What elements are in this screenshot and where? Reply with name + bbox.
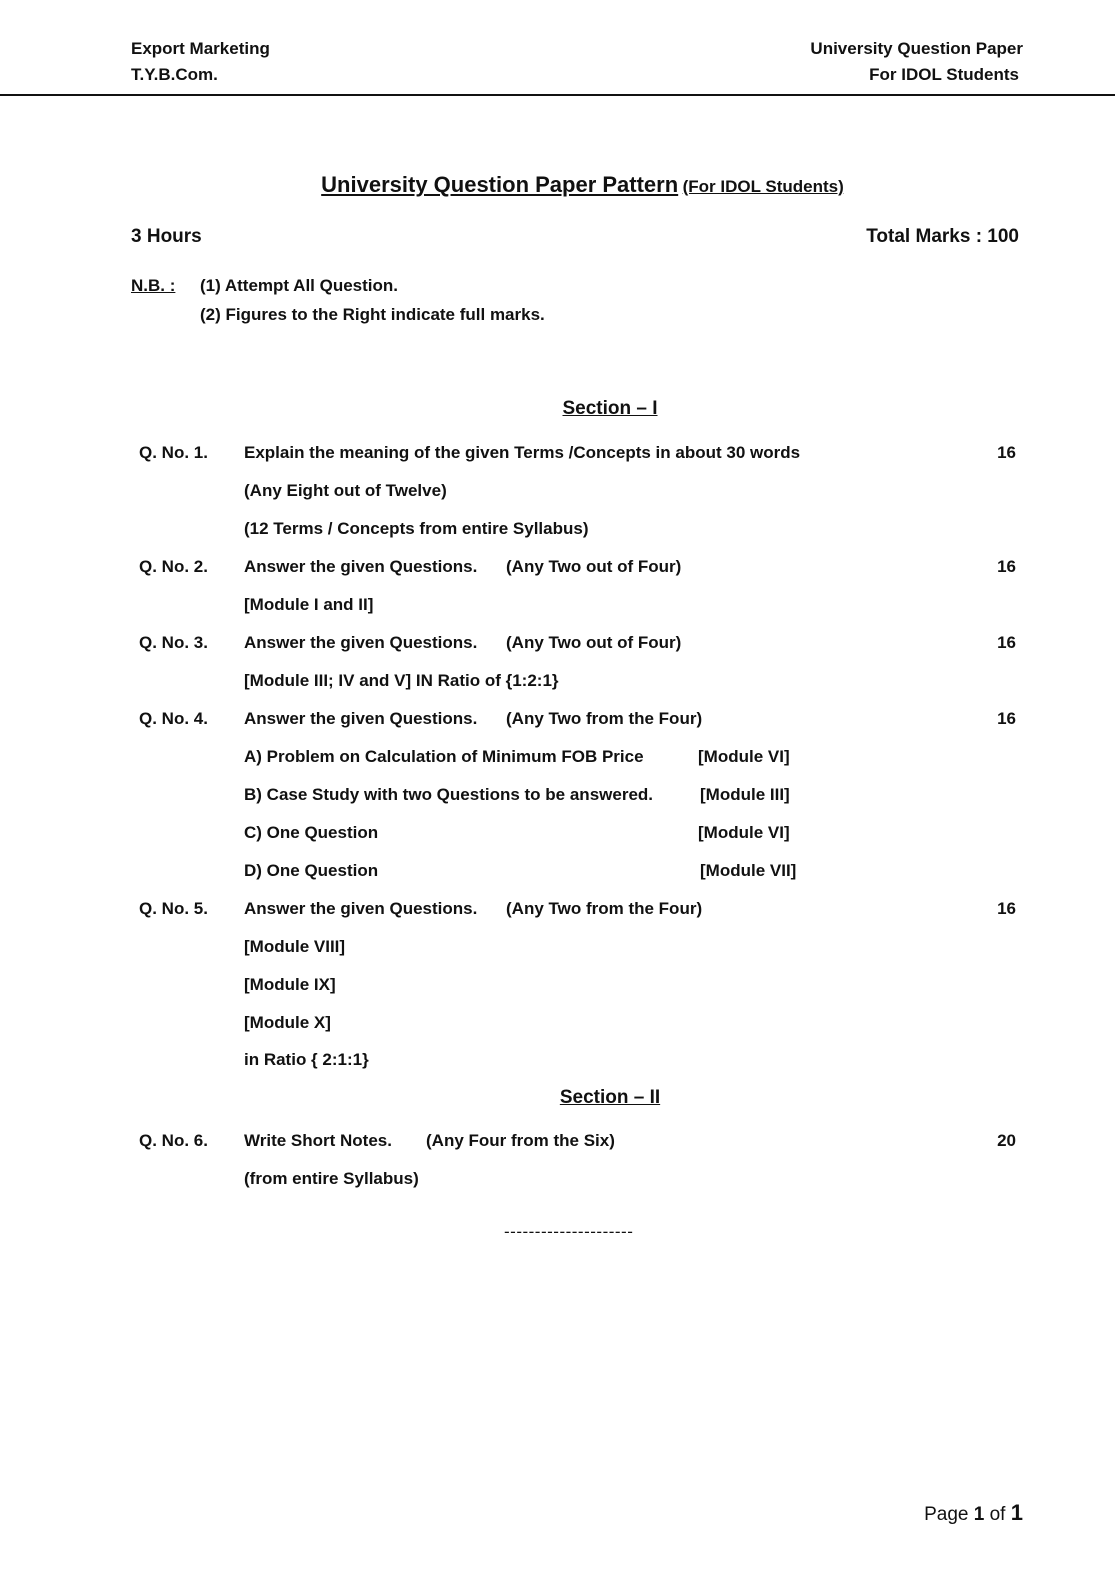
- page-current: 1: [973, 1504, 985, 1525]
- q4-marks: 16: [997, 709, 1016, 728]
- section-1-heading: Section – I: [562, 398, 658, 419]
- nb-instruction-2: (2) Figures to the Right indicate full marks.: [200, 305, 545, 324]
- page-title: [0, 172, 1115, 198]
- q3-number: Q. No. 3.: [139, 633, 208, 652]
- q4-option-c: C) One Question: [244, 823, 379, 842]
- q3-text: Answer the given Questions.: [244, 633, 478, 652]
- q6-text: Write Short Notes.: [244, 1131, 392, 1150]
- paper-type: University Question Paper: [810, 39, 1023, 58]
- q3-modules: [Module III; IV and V] IN Ratio of {1:2:1}: [244, 671, 559, 690]
- q4-option-c-module: [Module VI]: [698, 823, 790, 842]
- q2-text: Answer the given Questions.: [244, 557, 478, 576]
- nb-label: N.B. :: [131, 276, 176, 295]
- q5-module-1: [Module VIII]: [244, 937, 346, 956]
- q2-modules: [Module I and II]: [244, 595, 374, 614]
- q6-number: Q. No. 6.: [139, 1131, 208, 1150]
- q4-option-b: B) Case Study with two Questions to be answered.: [244, 785, 654, 804]
- q4-option-a-module: [Module VI]: [698, 747, 790, 766]
- subject-name: Export Marketing: [131, 39, 270, 58]
- q1-marks: 16: [997, 443, 1016, 462]
- q5-module-3: [Module X]: [244, 1013, 331, 1032]
- q4-option-d-module: [Module VII]: [700, 861, 797, 880]
- title-main: University Question Paper Pattern: [321, 172, 679, 197]
- header-divider: [0, 94, 1115, 96]
- q1-choice: (Any Eight out of Twelve): [244, 481, 447, 500]
- q6-choice: (Any Four from the Six): [426, 1131, 615, 1150]
- q4-option-b-module: [Module III]: [700, 785, 790, 804]
- q1-text: Explain the meaning of the given Terms /Concepts in about 30 words: [244, 443, 801, 462]
- q3-choice: (Any Two out of Four): [506, 633, 682, 652]
- q3-marks: 16: [997, 633, 1016, 652]
- of-word: of: [989, 1504, 1006, 1525]
- q4-option-d: D) One Question: [244, 861, 379, 880]
- audience: For IDOL Students: [869, 65, 1019, 84]
- q5-marks: 16: [997, 899, 1016, 918]
- page-number: [924, 1500, 1023, 1526]
- q4-choice: (Any Two from the Four): [506, 709, 703, 728]
- q4-text: Answer the given Questions.: [244, 709, 478, 728]
- title-sub: (For IDOL Students): [682, 177, 844, 196]
- q2-number: Q. No. 2.: [139, 557, 208, 576]
- duration: 3 Hours: [131, 226, 202, 247]
- q1-number: Q. No. 1.: [139, 443, 208, 462]
- nb-instruction-1: (1) Attempt All Question.: [200, 276, 399, 295]
- total-marks: Total Marks : 100: [866, 226, 1019, 247]
- q5-ratio: in Ratio { 2:1:1}: [244, 1050, 369, 1069]
- q1-scope: (12 Terms / Concepts from entire Syllabus): [244, 519, 589, 538]
- q6-marks: 20: [997, 1131, 1016, 1150]
- q5-number: Q. No. 5.: [139, 899, 208, 918]
- q6-scope: (from entire Syllabus): [244, 1169, 419, 1188]
- header-left: [131, 36, 270, 88]
- q5-choice: (Any Two from the Four): [506, 899, 703, 918]
- end-marker: ---------------------: [504, 1222, 634, 1241]
- q4-option-a: A) Problem on Calculation of Minimum FOB Price: [244, 747, 644, 766]
- section-2-heading: Section – II: [559, 1087, 661, 1108]
- q5-module-2: [Module IX]: [244, 975, 336, 994]
- q5-text: Answer the given Questions.: [244, 899, 478, 918]
- course-name: T.Y.B.Com.: [131, 65, 218, 84]
- q4-number: Q. No. 4.: [139, 709, 208, 728]
- header-right: [810, 36, 1023, 88]
- page-total: 1: [1010, 1500, 1023, 1525]
- page-word: Page: [924, 1504, 969, 1525]
- q2-choice: (Any Two out of Four): [506, 557, 682, 576]
- q2-marks: 16: [997, 557, 1016, 576]
